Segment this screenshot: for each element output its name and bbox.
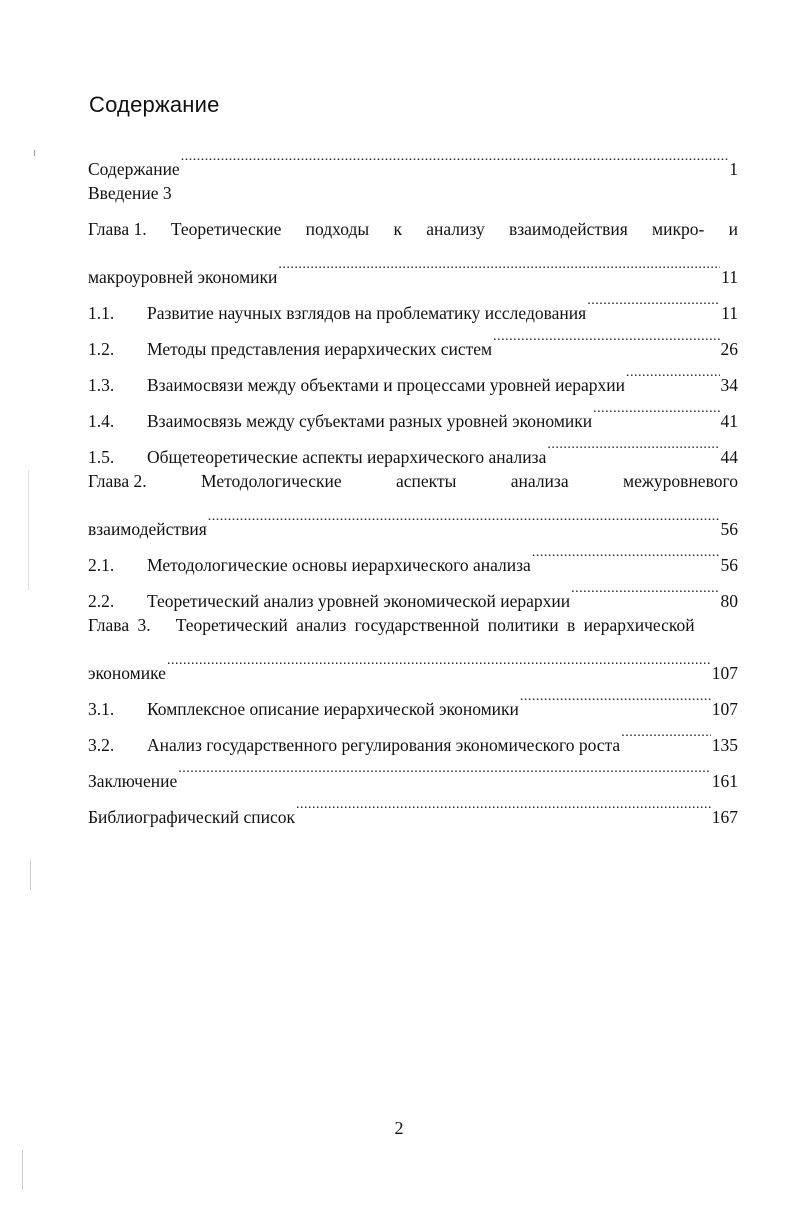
- toc-entry-chapter-2-line-2: [88, 499, 738, 539]
- toc-entry-title: Общетеоретические аспекты иерархического анализа: [147, 447, 547, 467]
- toc-entry-conclusion: [88, 751, 738, 791]
- toc-entry-title: Введение 3: [88, 183, 172, 203]
- toc-word: Теоретические: [170, 219, 282, 239]
- leader-dots: [178, 751, 711, 787]
- leader-dots: [626, 355, 720, 391]
- leader-dots: [547, 427, 719, 463]
- toc-entry-page: 41: [720, 411, 738, 431]
- toc-entry-chapter-2-line-1: [88, 463, 738, 499]
- toc-entry-1-3: [88, 355, 738, 395]
- leader-dots: [593, 391, 719, 427]
- toc-entry-contents: [88, 139, 738, 179]
- toc-entry-title: взаимодействия: [88, 519, 207, 539]
- toc-entry-title: Взаимосвязи между объектами и процессами уровней иерархии: [147, 375, 625, 395]
- toc-entry-title: Развитие научных взглядов на проблематику исследования: [147, 303, 587, 323]
- toc-entry-number: 1.4.: [88, 411, 115, 431]
- toc-entry-page: 1: [729, 159, 738, 179]
- toc-entry-introduction: [88, 175, 738, 211]
- leader-dots: [571, 571, 719, 607]
- toc-entry-chapter-3-line-2: [88, 643, 738, 683]
- leader-dots: [621, 715, 711, 751]
- scan-artifact: [34, 150, 35, 156]
- toc-entry-bibliography: [88, 787, 738, 827]
- toc-entry-number: 1.2.: [88, 339, 115, 359]
- leader-dots: [278, 247, 720, 283]
- toc-entry-2-1: [88, 535, 738, 575]
- toc-entry-title: Глава 3. Теоретический анализ государственной политики в иерархической: [88, 615, 695, 635]
- toc-entry-number: 2.2.: [88, 591, 115, 611]
- toc-entry-title: экономике: [88, 663, 166, 683]
- toc-entry-number: 1.5.: [88, 447, 115, 467]
- leader-dots: [181, 139, 729, 175]
- toc-word: микро-: [652, 219, 705, 239]
- toc-entry-1-2: [88, 319, 738, 359]
- toc-entry-3-1: [88, 679, 738, 719]
- toc-entry-title: макроуровней экономики: [88, 267, 278, 287]
- toc-word: Глава 1.: [88, 219, 147, 239]
- toc-word: Глава 2.: [88, 471, 147, 491]
- toc-entry-page: 135: [711, 735, 738, 755]
- toc-entry-3-2: [88, 715, 738, 755]
- toc-entry-page: 107: [711, 663, 738, 683]
- toc-entry-title: Взаимосвязь между субъектами разных уровней экономики: [147, 411, 593, 431]
- toc-entry-chapter-1-line-1: [88, 211, 738, 247]
- scan-artifact: [30, 860, 31, 890]
- toc-word: аспекты: [396, 471, 457, 491]
- toc-entry-page: 161: [711, 771, 738, 791]
- leader-dots: [587, 283, 720, 319]
- toc-entry-title: Методы представления иерархических систем: [147, 339, 493, 359]
- toc-entry-page: 56: [720, 519, 738, 539]
- toc-word: Методологические: [201, 471, 342, 491]
- toc-entry-2-2: [88, 571, 738, 611]
- toc-entry-page: 107: [711, 699, 738, 719]
- toc-entry-page: 80: [720, 591, 738, 611]
- toc-word: анализа: [510, 471, 569, 491]
- scan-artifact: [28, 470, 29, 590]
- toc-entry-title: Анализ государственного регулирования экономического роста: [147, 735, 621, 755]
- toc-entry-page: 11: [721, 303, 738, 323]
- toc-entry-1-4: [88, 391, 738, 431]
- toc-word: анализу: [426, 219, 485, 239]
- toc-word: межуровневого: [623, 471, 738, 491]
- toc-entry-page: 11: [721, 267, 738, 287]
- toc-entry-number: 1.3.: [88, 375, 115, 395]
- leader-dots: [493, 319, 719, 355]
- toc-entry-number: 3.1.: [88, 699, 115, 719]
- toc-entry-title: Содержание: [88, 159, 180, 179]
- toc-entry-page: 26: [720, 339, 738, 359]
- page-heading: Содержание: [89, 92, 220, 117]
- leader-dots: [532, 535, 720, 571]
- leader-dots: [296, 787, 711, 823]
- toc-word: подходы: [305, 219, 370, 239]
- toc-entry-chapter-3-line-1: [88, 607, 738, 643]
- leader-dots: [208, 499, 720, 535]
- table-of-contents: [88, 139, 738, 827]
- scan-artifact: [22, 1150, 23, 1190]
- toc-entry-page: 167: [711, 807, 738, 827]
- toc-entry-chapter-1-line-2: [88, 247, 738, 287]
- toc-word: к: [393, 219, 402, 239]
- toc-entry-number: 2.1.: [88, 555, 115, 575]
- toc-entry-page: 56: [720, 555, 738, 575]
- toc-entry-title: Библиографический список: [88, 807, 296, 827]
- toc-entry-title: Комплексное описание иерархической экономики: [147, 699, 519, 719]
- toc-word: взаимодействия: [508, 219, 628, 239]
- toc-entry-title: Теоретический анализ уровней экономической иерархии: [147, 591, 571, 611]
- page-number: 2: [394, 1118, 404, 1138]
- toc-entry-number: 1.1.: [88, 303, 115, 323]
- toc-entry-1-1: [88, 283, 738, 323]
- toc-entry-page: 44: [720, 447, 738, 467]
- toc-word: и: [728, 219, 738, 239]
- toc-entry-1-5: [88, 427, 738, 467]
- toc-entry-title: Методологические основы иерархического анализа: [147, 555, 531, 575]
- toc-entry-number: 3.2.: [88, 735, 115, 755]
- toc-entry-page: 34: [720, 375, 738, 395]
- leader-dots: [167, 643, 711, 679]
- leader-dots: [520, 679, 711, 715]
- toc-entry-title: Заключение: [88, 771, 178, 791]
